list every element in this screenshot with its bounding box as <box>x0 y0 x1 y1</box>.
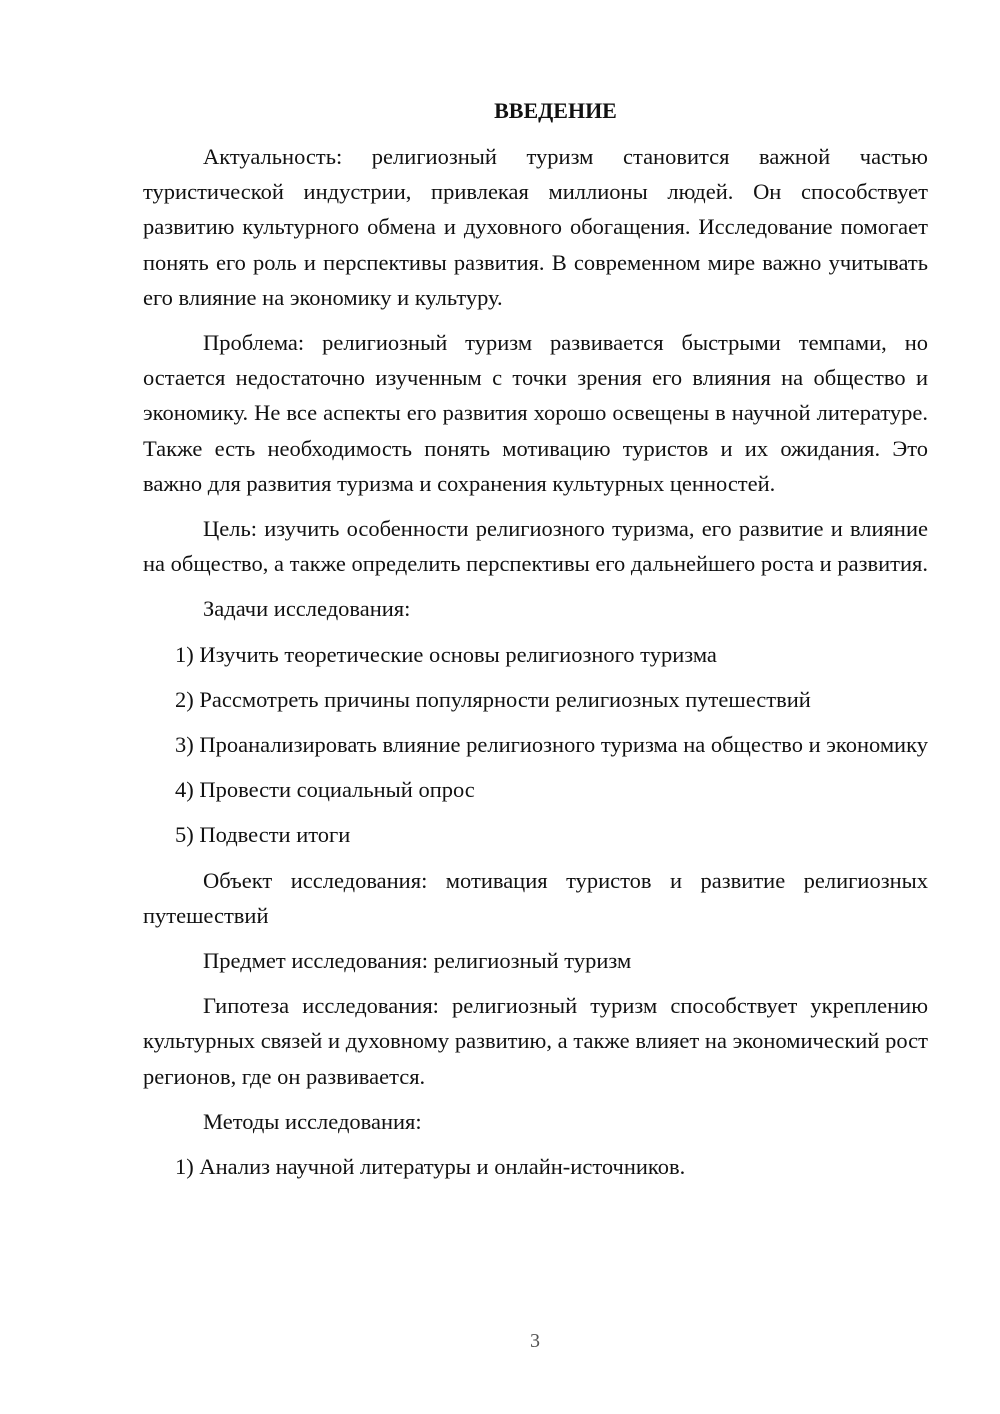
task-item: 2) Рассмотреть причины популярности религиозных путешествий <box>175 686 811 712</box>
paragraph-object: Объект исследования: мотивация туристов и развитие религиозных путешествий <box>143 867 928 928</box>
paragraph-goal: Цель: изучить особенности религиозного туризма, его развитие и влияние на общество, а также определить перспективы его дальнейшего роста и развития. <box>143 516 928 577</box>
paragraph-problem: Проблема: религиозный туризм развивается быстрыми темпами, но остается недостаточно изученным с точки зрения его влияния на общество и экономику. Не все аспекты его развития хорошо освещены в научной литературе. Также есть необходимость понять мотивацию туристов и их ожидания. Это важно для развития туризма и сохранения культурных ценностей. <box>143 330 928 496</box>
tasks-label: Задачи исследования: <box>203 596 411 622</box>
paragraph-relevance: Актуальность: религиозный туризм становится важной частью туристической индустрии, привлекая миллионы людей. Он способствует развитию культурного обмена и духовного обогащения. Исследование помогает понять его роль и перспективы развития. В современном мире важно учитывать его влияние на экономику и культуру. <box>143 144 928 310</box>
section-heading: ВВЕДЕНИЕ <box>494 98 617 123</box>
page-content <box>143 94 928 1194</box>
task-item: 5) Подвести итоги <box>175 822 351 848</box>
paragraph-hypothesis: Гипотеза исследования: религиозный туризм способствует укреплению культурных связей и духовному развитию, а также влияет на экономический рост регионов, где он развивается. <box>143 993 928 1089</box>
task-item: 4) Провести социальный опрос <box>175 777 475 803</box>
method-item: 1) Анализ научной литературы и онлайн-источников. <box>175 1154 686 1180</box>
task-item: 1) Изучить теоретические основы религиозного туризма <box>175 641 717 667</box>
paragraph-subject: Предмет исследования: религиозный туризм <box>203 948 632 974</box>
page-number: 3 <box>530 1330 540 1352</box>
task-item: 3) Проанализировать влияние религиозного туризма на общество и экономику <box>175 732 928 758</box>
methods-label: Методы исследования: <box>203 1108 422 1134</box>
